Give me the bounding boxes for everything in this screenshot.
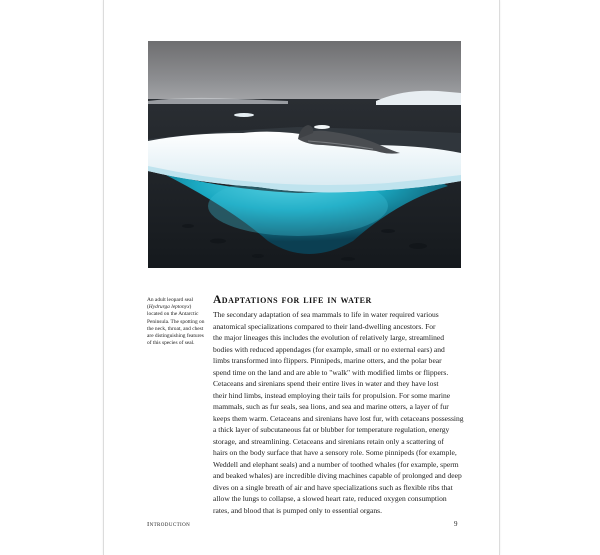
body-line: mammals, such as fur seals, sea lions, and sea and marine otters, a layer of fur: [213, 402, 449, 411]
body-line: keeps them warm. Cetaceans and sirenians have lost fur, with cetaceans possessing: [213, 413, 464, 423]
body-line: spend time on the land and are able to "walk" with modified limbs or flippers.: [213, 367, 449, 377]
running-footer-section: Introduction: [147, 521, 191, 528]
body-paragraph: [213, 309, 465, 516]
section-heading: Adaptations for life in water: [213, 294, 372, 306]
body-line: hairs on the body surface that have a sensory role. Some pinnipeds (for example,: [213, 448, 457, 457]
photo-illustration: [148, 41, 461, 268]
body-line: bodies with reduced appendages (for example, small or no external ears) and: [213, 344, 445, 354]
body-line: storage, and streamlining. Cetaceans and sirenians retain only a scattering of: [213, 436, 444, 446]
body-line: their hind limbs, instead employing their tails for propulsion. For some marine: [213, 390, 451, 400]
caption-text-end: ) located on the Antarctic Peninsula. The spotting on the neck, throat, and chest are distinguishing features of this species of seal.: [147, 304, 205, 347]
body-line: allow the lungs to collapse, a slowed heart rate, reduced oxygen consumption: [213, 494, 447, 503]
leopard-seal-photo: [148, 41, 461, 268]
book-page: [103, 0, 500, 555]
body-line: and beaked whales) are incredible diving machines capable of prolonged and deep: [213, 471, 462, 480]
caption-scientific-name: Hydrurga leptonyx: [148, 304, 190, 311]
body-line: Cetaceans and sirenians spend their entire lives in water and they have lost: [213, 379, 439, 388]
page-number: 9: [454, 520, 458, 528]
body-line: dives on a single breath of air and have specializations such as flexible ribs that: [213, 482, 453, 492]
body-line: The secondary adaptation of sea mammals to life in water required various: [213, 310, 439, 319]
caption-text-start: An adult leopard seal (: [147, 297, 193, 311]
body-line: rates, and blood that is pumped only to essential organs.: [213, 505, 383, 515]
body-line: a thick layer of subcutaneous fat or blubber for temperature regulation, energy: [213, 425, 450, 434]
body-line: Weddell and elephant seals) and a number of toothed whales (for example, sperm: [213, 459, 459, 469]
photo-caption: [147, 297, 205, 347]
body-line: the major lineages this includes the evolution of relatively large, streamlined: [213, 333, 445, 342]
body-line: anatomical specializations compared to their land-dwelling ancestors. For: [213, 321, 436, 331]
body-line: limbs transformed into flippers. Pinnipeds, marine otters, and the polar bear: [213, 356, 442, 365]
